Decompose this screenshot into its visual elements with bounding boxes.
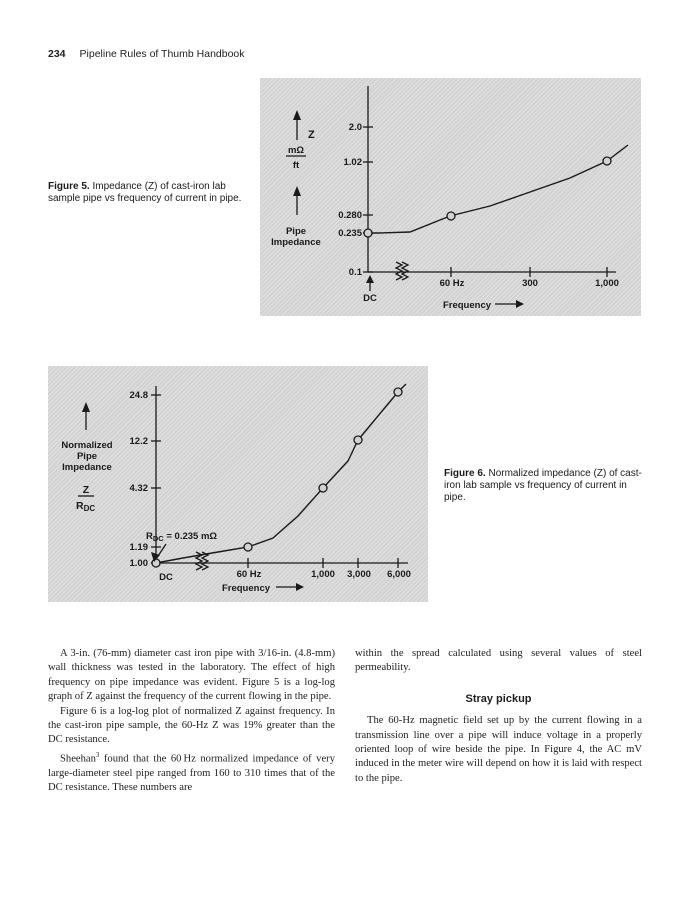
fig5-xtick-label: 300 bbox=[522, 278, 538, 289]
fig6-y-label: Normalized bbox=[61, 440, 113, 451]
fig6-marker-6000 bbox=[394, 388, 402, 396]
running-title: Pipeline Rules of Thumb Handbook bbox=[79, 48, 245, 60]
fig5-x-origin-label: DC bbox=[363, 293, 377, 304]
fig5-ytick-label: 0.280 bbox=[338, 210, 362, 221]
paragraph: A 3-in. (76-mm) diameter cast iron pipe with 3/16-in. (4.8-mm) wall thickness was tested in the laboratory. The effect of high frequency on pipe impedance was evident. Figure 5 is a log-log graph of Z against the frequency of the current flowing in the pipe. bbox=[48, 648, 335, 703]
figure6-chart bbox=[48, 366, 428, 602]
fig6-x-origin-label: DC bbox=[159, 572, 173, 583]
running-header bbox=[48, 48, 245, 60]
paragraph: Figure 6 is a log-log plot of normalized Z against frequency. In the cast-iron pipe sample, the 60-Hz Z was 19% greater than the DC resistance. bbox=[48, 705, 335, 746]
fig5-y-label-pipe: Pipe bbox=[285, 226, 307, 237]
fig6-y-label-z: Z bbox=[82, 484, 90, 496]
fig6-ytick-label: 12.2 bbox=[129, 436, 148, 447]
fig5-marker-1000 bbox=[603, 157, 611, 165]
fig6-y-label: Pipe bbox=[76, 451, 98, 462]
fig6-rdc-annotation: $R_{DC} = 0.235$ mΩ bbox=[146, 531, 218, 543]
section-heading: Stray pickup bbox=[465, 692, 532, 705]
fig6-marker-dc bbox=[152, 559, 160, 567]
right-column bbox=[355, 647, 642, 786]
fig5-ytick-label: 2.0 bbox=[348, 122, 362, 133]
figure5-caption-text: Impedance (Z) of cast-iron lab sample pipe vs frequency of current in pipe. bbox=[48, 181, 242, 204]
fig6-xtick-label: 1,000 bbox=[311, 569, 335, 580]
fig6-ytick-label: 1.19 bbox=[129, 542, 148, 553]
page-number: 234 bbox=[48, 48, 66, 60]
fig6-ytick-label: 24.8 bbox=[129, 390, 148, 401]
fig5-ytick-label: 0.235 bbox=[338, 228, 362, 239]
fig6-xtick-label: 3,000 bbox=[347, 569, 371, 580]
paragraph: within the spread calculated using several values of steel permeability. bbox=[355, 648, 642, 674]
fig6-xtick-label: 6,000 bbox=[387, 569, 411, 580]
fig5-marker-60hz bbox=[447, 212, 455, 220]
fig6-x-axis-label: Frequency bbox=[221, 583, 271, 594]
figure6-caption-text: Normalized impedance (Z) of cast-iron lab sample vs frequency of current in pipe. bbox=[444, 468, 642, 503]
fig5-x-axis-label: Frequency bbox=[442, 300, 492, 311]
fig6-ytick-label: 1.00 bbox=[129, 558, 148, 569]
fig5-y-label-impedance: Impedance bbox=[271, 237, 321, 248]
fig5-marker-dc bbox=[364, 229, 372, 237]
fig5-ytick-label: 0.1 bbox=[348, 267, 362, 278]
fig6-marker-3000 bbox=[354, 436, 362, 444]
fig6-xtick-label: 60 Hz bbox=[236, 569, 262, 580]
fig6-marker-60hz bbox=[244, 543, 252, 551]
fig5-y-unit-top: mΩ bbox=[287, 145, 305, 156]
figure6-caption bbox=[444, 468, 642, 504]
fig5-impedance-curve bbox=[368, 145, 628, 233]
figure5-chart bbox=[260, 78, 641, 316]
fig5-y-symbol: Z bbox=[308, 129, 315, 141]
paragraph: The 60-Hz magnetic field set up by the current flowing in a transmission line over a pipe will induce voltage in a properly oriented loop of wire beside the pipe. In Figure 4, the AC mV induced in the meter wire will depend on how it is laid with respect to the pipe. bbox=[355, 715, 642, 784]
fig6-y-label: Impedance bbox=[62, 462, 112, 473]
left-column bbox=[48, 647, 335, 796]
fig5-y-unit-bottom: ft bbox=[292, 160, 300, 171]
fig6-marker-1000 bbox=[319, 484, 327, 492]
fig6-y-label-rdc: RDC bbox=[76, 500, 96, 513]
paragraph: Sheehan$^3$ found that the 60 Hz normalized impedance of very large-diameter steel pipe ranged from 160 to 310 times that of the DC resistance. These numbers are bbox=[48, 750, 335, 794]
figure5-label: Figure 5. bbox=[48, 181, 90, 192]
figure5-caption bbox=[48, 181, 253, 205]
fig5-xtick-label: 60 Hz bbox=[439, 278, 465, 289]
fig6-ytick-label: 4.32 bbox=[129, 483, 148, 494]
fig5-xtick-label: 1,000 bbox=[595, 278, 619, 289]
figure6-label: Figure 6. bbox=[444, 468, 486, 479]
fig5-ytick-label: 1.02 bbox=[343, 157, 362, 168]
